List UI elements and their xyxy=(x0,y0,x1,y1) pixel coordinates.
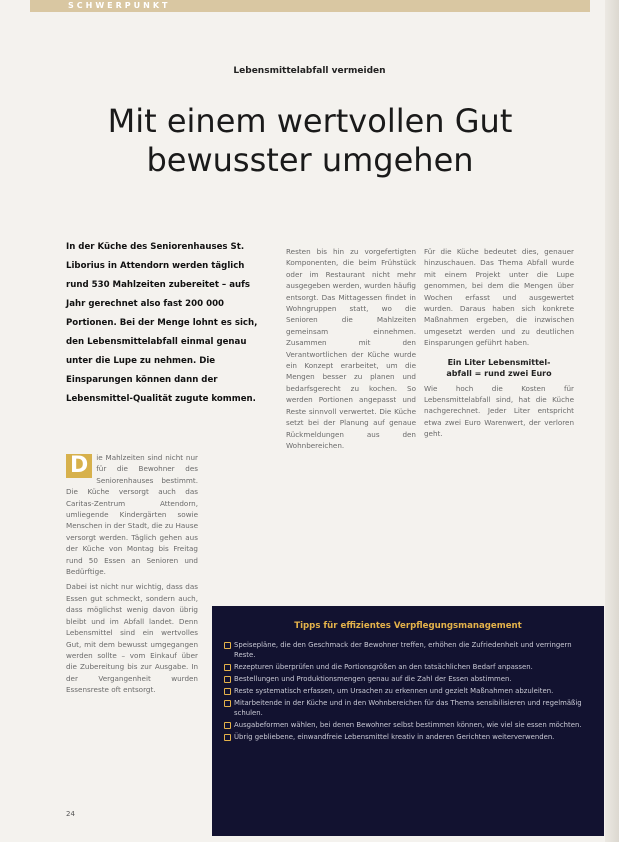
column-2 xyxy=(286,246,416,455)
article-lead: In der Küche des Seniorenhauses St. Liborius in Attendorn werden täglich rund 530 Mahlzeiten zubereitet – aufs Jahr gerechnet also fast 200 000 Portionen. Bei der Menge lohnt es sich, den Lebensmittelabfall einmal genau unter die Lupe zu nehmen. Die Einsparungen können dann der Lebensmittel-Qualität zugute kommen. xyxy=(66,242,258,404)
paragraph: Für die Küche bedeutet dies, genauer hinzuschauen. Das Thema Abfall wurde mit einem Projekt unter die Lupe genommen, bei dem die Mengen über Wochen erfasst und ausgewertet wurden. Daraus haben sich konkrete Maßnahmen ergeben, die inzwischen umgesetzt werden und zu deutlichen Einsparungen geführt haben. xyxy=(424,247,574,348)
article-title xyxy=(40,102,580,180)
tips-box-title: Tipps für effizientes Verpflegungsmanagement xyxy=(294,621,522,631)
subhead-line-2: abfall = rund zwei Euro xyxy=(446,368,552,378)
tip-item: Speisepläne, die den Geschmack der Bewohner treffen, erhöhen die Zufriedenheit und verringern Reste. xyxy=(224,640,594,660)
title-line-2: bewusster umgehen xyxy=(146,141,474,179)
subhead-line-1: Ein Liter Lebensmittel- xyxy=(447,357,551,367)
section-tag: SCHWERPUNKT xyxy=(68,1,171,10)
paragraph-text: ie Mahlzeiten sind nicht nur für die Bewohner des Seniorenhauses bestimmt. Die Küche versorgt auch das Caritas-Zentrum Attendorn, umliegende Kindergärten sowie Menschen in der Stadt, die zu Hause versorgt werden. Täglich gehen aus der Küche von Montag bis Freitag rund 50 Essen an Senioren und Bedürftige. xyxy=(66,453,198,577)
section-band xyxy=(30,0,590,12)
tips-list xyxy=(224,640,594,744)
page-number: 24 xyxy=(66,810,75,818)
article-kicker: Lebensmittelabfall vermeiden xyxy=(233,66,386,76)
page-edge xyxy=(605,0,619,842)
paragraph: Resten bis hin zu vorgefertigten Komponenten, die beim Frühstück oder im Restaurant nicht mehr ausgegeben werden, wurden häufig entsorgt. Das Mittagessen findet in Wohngruppen statt, wo die Senioren die Mahlzeiten gemeinsam einnehmen. Zusammen mit den Verantwortlichen der Küche wurde ein Konzept erarbeitet, um die Mengen besser zu planen und bedarfsgerecht zu kochen. So werden Portionen angepasst und Reste sinnvoll verwertet. Die Küche setzt bei der Planung auf genaue Rückmeldungen aus den Wohnbereichen. xyxy=(286,247,416,450)
paragraph: Wie hoch die Kosten für Lebensmittelabfall sind, hat die Küche nachgerechnet. Jeder Liter entspricht etwa zwei Euro Warenwert, der verloren geht. xyxy=(424,383,574,439)
column-subhead xyxy=(424,357,574,379)
tip-item: Rezepturen überprüfen und die Portionsgrößen an den tatsächlichen Bedarf anpassen. xyxy=(224,662,594,672)
drop-cap: D xyxy=(66,454,92,478)
paragraph xyxy=(66,452,198,577)
tip-item: Reste systematisch erfassen, um Ursachen zu erkennen und gezielt Maßnahmen abzuleiten. xyxy=(224,686,594,696)
paragraph: Dabei ist nicht nur wichtig, dass das Essen gut schmeckt, sondern auch, dass möglichst wenig davon übrig bleibt und im Abfall landet. Denn Lebensmittel sind ein wertvolles Gut, mit dem bewusst umgegangen werden sollte – vom Einkauf über die Zubereitung bis zur Ausgabe. In der Vergangenheit wurden Essensreste oft entsorgt. xyxy=(66,582,198,695)
tip-item: Übrig gebliebene, einwandfreie Lebensmittel kreativ in anderen Gerichten weiterverwenden. xyxy=(224,732,594,742)
tip-item: Bestellungen und Produktionsmengen genau auf die Zahl der Essen abstimmen. xyxy=(224,674,594,684)
tip-item: Ausgabeformen wählen, bei denen Bewohner selbst bestimmen können, wie viel sie essen möchten. xyxy=(224,720,594,730)
column-1 xyxy=(66,452,198,700)
tips-box xyxy=(212,606,604,836)
tip-item: Mitarbeitende in der Küche und in den Wohnbereichen für das Thema sensibilisieren und regelmäßig schulen. xyxy=(224,698,594,718)
title-line-1: Mit einem wertvollen Gut xyxy=(107,102,513,140)
column-3 xyxy=(424,246,574,444)
